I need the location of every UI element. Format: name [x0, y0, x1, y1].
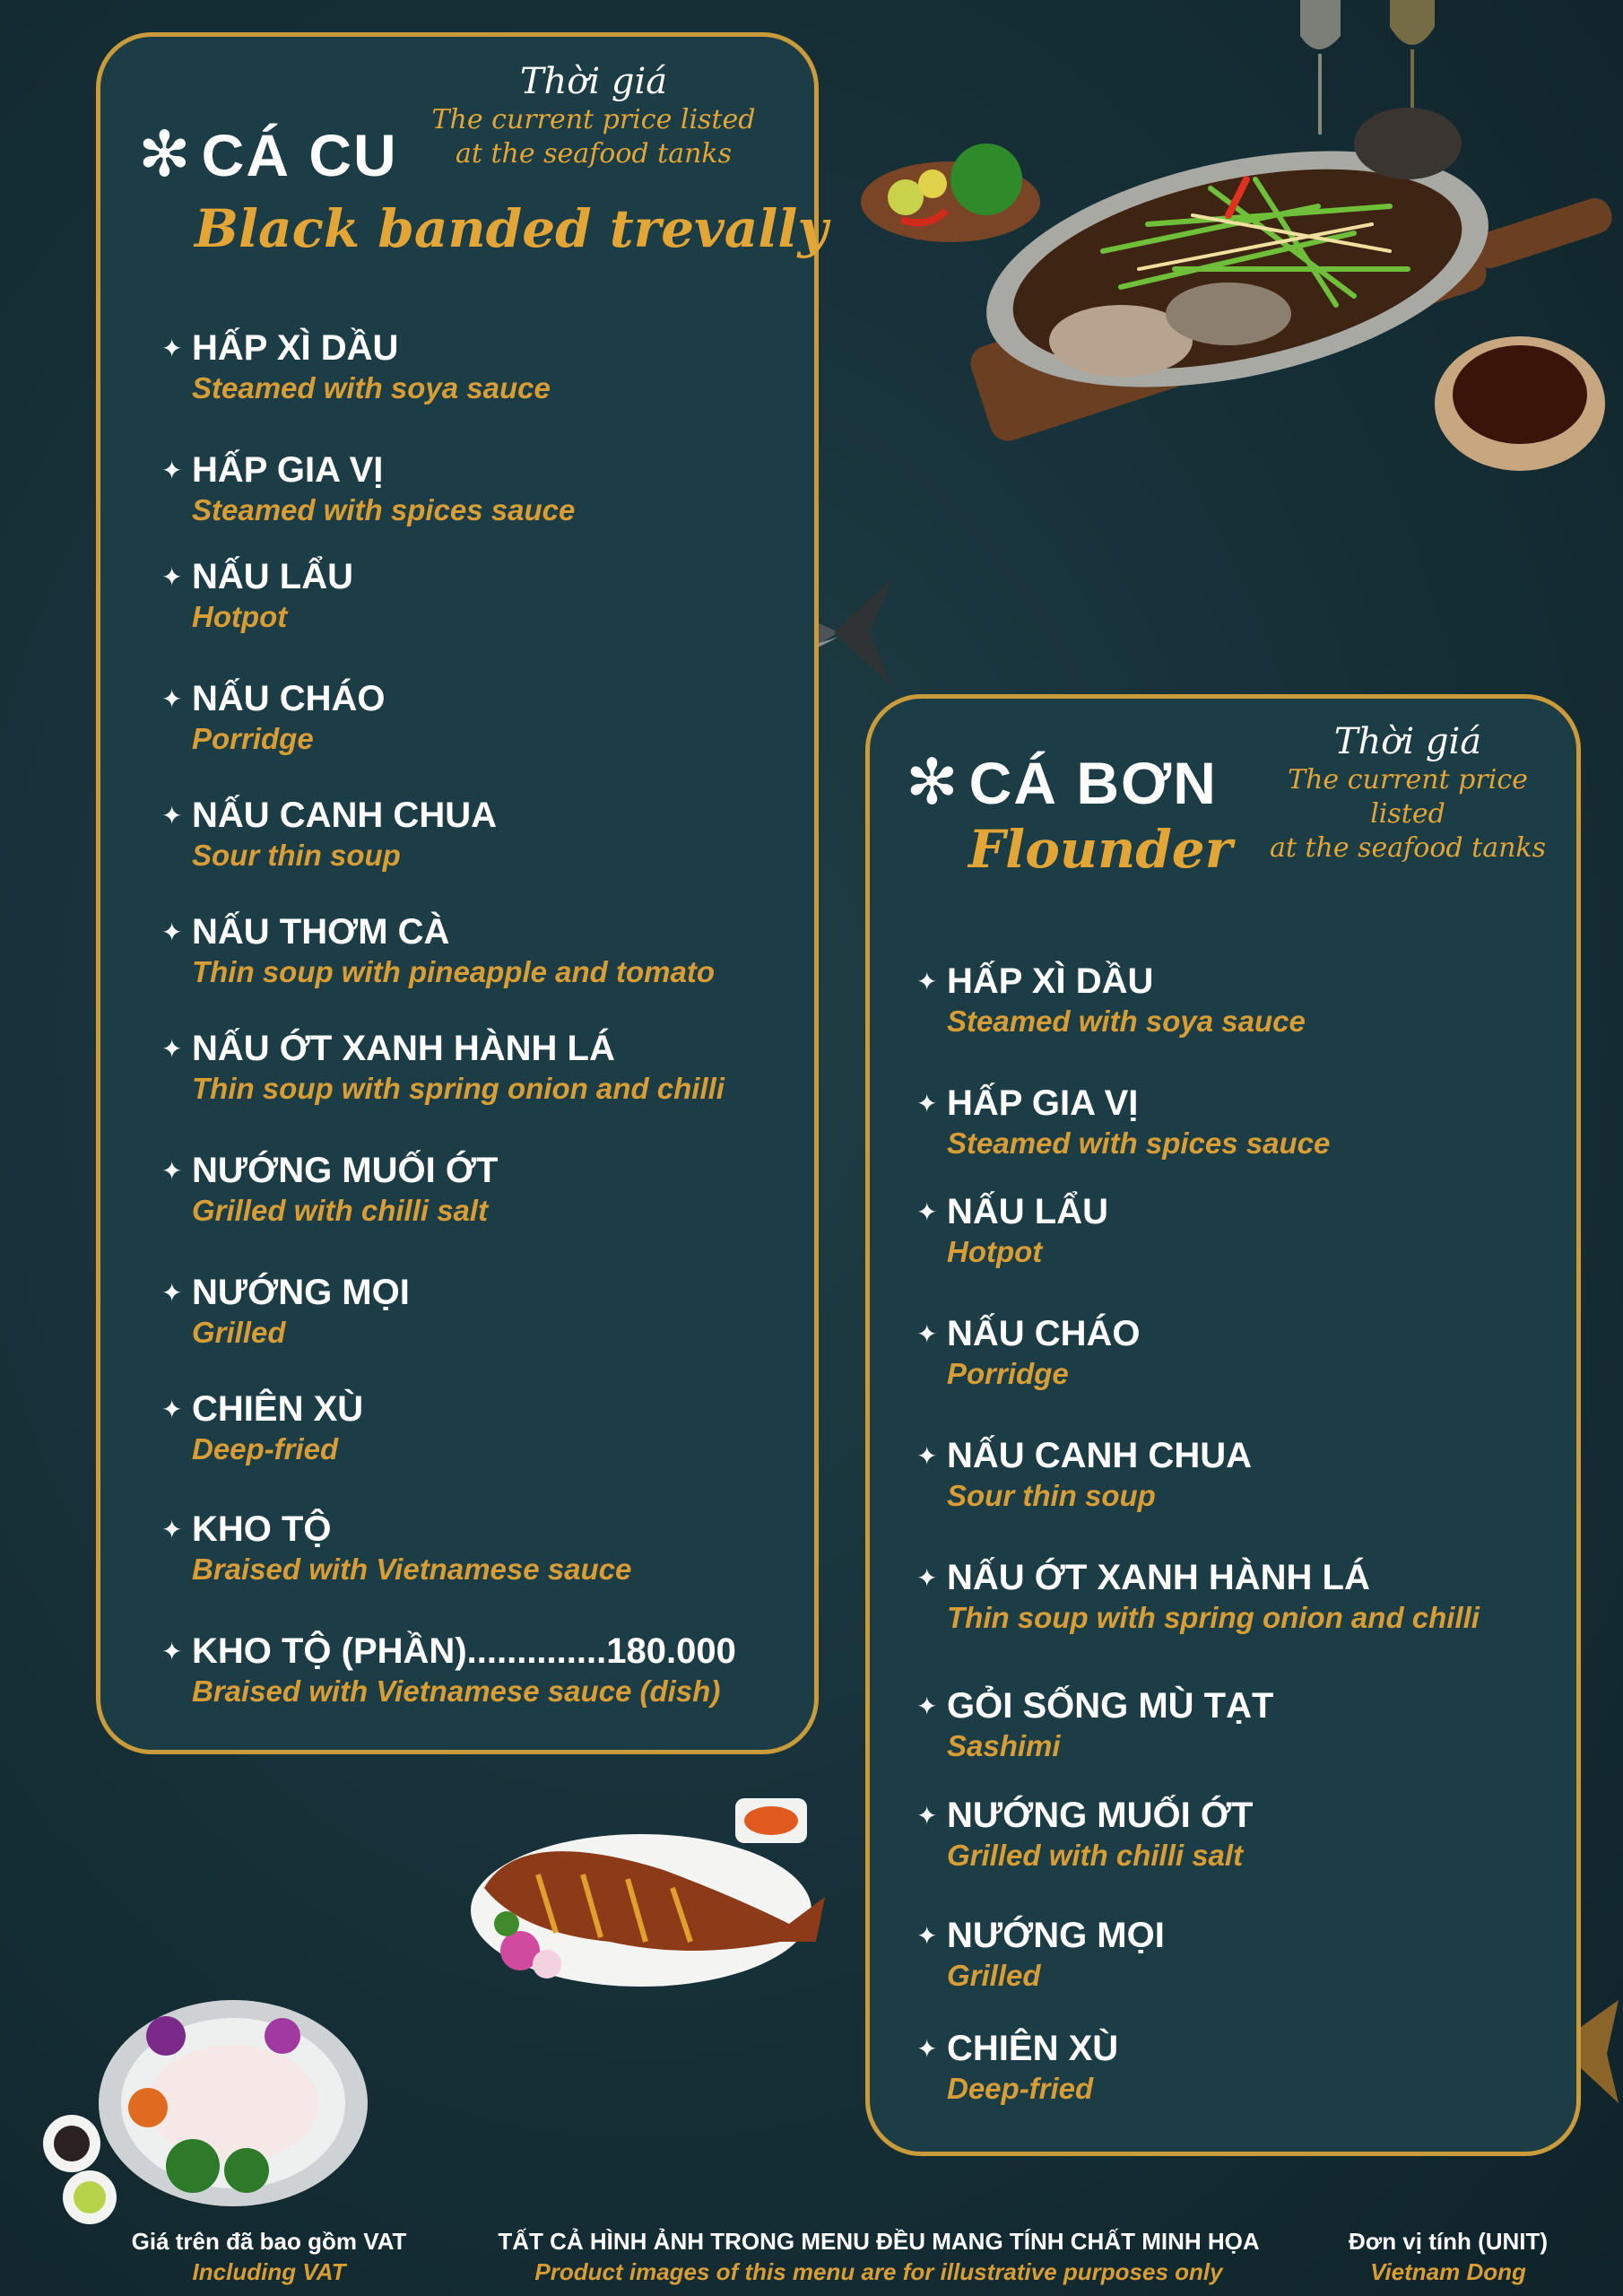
menu-item-name: NẤU CANH CHUA	[947, 1436, 1252, 1475]
menu-item-name: HẤP GIA VỊ	[192, 450, 384, 490]
footer-unit-en: Vietnam Dong	[1370, 2258, 1526, 2285]
menu-item-name: HẤP GIA VỊ	[947, 1083, 1139, 1123]
menu-item-name: NƯỚNG MỌI	[192, 1273, 410, 1312]
footer-images-en: Product images of this menu are for illustrative purposes only	[534, 2258, 1223, 2285]
sparkle-icon: ✦	[161, 335, 183, 362]
footer-vat-en: Including VAT	[192, 2258, 346, 2285]
menu-item-name: NƯỚNG MUỐI ỚT	[947, 1796, 1254, 1835]
sparkle-icon: ✦	[161, 1638, 183, 1665]
sparkle-icon: ✦	[161, 1279, 183, 1307]
sparkle-icon: ✦	[161, 1035, 183, 1063]
menu-item-name: NẤU LẨU	[192, 557, 353, 596]
price-note-title: Thời giá	[1333, 721, 1482, 762]
menu-item-description: Thin soup with spring onion and chilli	[192, 1072, 725, 1105]
right-price-note	[1251, 720, 1565, 865]
menu-item-description: Braised with Vietnamese sauce (dish)	[192, 1674, 721, 1708]
menu-item-description: Sashimi	[947, 1729, 1061, 1762]
sparkle-icon: ✦	[916, 1090, 938, 1118]
menu-item-description: Porridge	[192, 722, 314, 755]
menu-item-description: Steamed with spices sauce	[947, 1126, 1331, 1160]
sparkle-icon: ✦	[161, 685, 183, 713]
menu-item-description: Grilled	[947, 1959, 1041, 1992]
menu-item-name: HẤP XÌ DẦU	[947, 961, 1154, 1001]
sparkle-icon: ✦	[161, 918, 183, 946]
left-menu-panel	[96, 32, 829, 1754]
menu-item-description: Hotpot	[192, 600, 288, 633]
footer-vat-note	[108, 2226, 430, 2287]
menu-item-description: Grilled with chilli salt	[192, 1194, 489, 1227]
sparkle-icon: ✦	[916, 1692, 938, 1720]
left-section-title	[138, 117, 398, 191]
menu-item-description: Braised with Vietnamese sauce	[192, 1552, 632, 1586]
menu-item-name: NẤU CANH CHUA	[192, 796, 497, 835]
menu-item-name: KHO TỘ	[192, 1509, 332, 1549]
footer-images-note	[457, 2226, 1300, 2287]
menu-item-name: NẤU CHÁO	[947, 1314, 1141, 1353]
menu-item-name: NẤU ỚT XANH HÀNH LÁ	[192, 1029, 615, 1068]
menu-item-description: Porridge	[947, 1357, 1069, 1390]
menu-item-description: Deep-fried	[947, 2072, 1094, 2105]
sparkle-icon: ✦	[916, 1922, 938, 1950]
right-section-title	[906, 745, 1218, 819]
menu-item-description: Steamed with spices sauce	[192, 493, 576, 526]
menu-item-name: NẤU CHÁO	[192, 679, 386, 718]
menu-item-description: Deep-fried	[192, 1432, 339, 1465]
sashimi-plate-image	[31, 2000, 372, 2224]
menu-item-description: Thin soup with spring onion and chilli	[947, 1601, 1480, 1634]
menu-item-description: Sour thin soup	[192, 839, 401, 872]
sparkle-icon: ✦	[916, 968, 938, 996]
menu-item-description: Grilled	[192, 1316, 286, 1349]
price-note-line: The current price listed	[431, 104, 756, 135]
sparkle-icon: ✦	[916, 1802, 938, 1830]
price-note-line: The current price listed	[1288, 764, 1528, 830]
sparkle-icon: ✦	[161, 1157, 183, 1185]
asterisk-icon: ✻	[906, 747, 960, 817]
grilled-fish-plate-image	[466, 1789, 843, 2005]
price-note-line: at the seafood tanks	[456, 138, 732, 170]
menu-item-description: Steamed with soya sauce	[947, 1004, 1306, 1038]
left-section-title-text: CÁ CU	[201, 122, 398, 188]
footer-images-vn: TẤT CẢ HÌNH ẢNH TRONG MENU ĐỀU MANG TÍNH CHẤT MINH HỌA	[498, 2228, 1260, 2255]
footer-unit-note	[1318, 2226, 1578, 2287]
menu-item-name: NẤU THƠM CÀ	[192, 912, 450, 952]
menu-item-name: NƯỚNG MỌI	[947, 1916, 1165, 1955]
steamed-fish-dish-image	[852, 0, 1623, 502]
sparkle-icon: ✦	[916, 1320, 938, 1348]
sparkle-icon: ✦	[916, 2035, 938, 2063]
price-note-title: Thời giá	[519, 61, 668, 102]
price-note-line: at the seafood tanks	[1270, 832, 1546, 864]
menu-item-name: HẤP XÌ DẦU	[192, 328, 399, 368]
right-menu-panel	[865, 694, 1581, 2156]
sparkle-icon: ✦	[916, 1564, 938, 1592]
footer-vat-vn: Giá trên đã bao gồm VAT	[131, 2228, 407, 2255]
left-section-subtitle: Black banded trevally	[195, 198, 829, 259]
sparkle-icon: ✦	[161, 457, 183, 484]
sparkle-icon: ✦	[161, 802, 183, 830]
menu-item-name: NẤU ỚT XANH HÀNH LÁ	[947, 1558, 1370, 1597]
menu-item-description: Hotpot	[947, 1235, 1043, 1268]
right-section-title-text: CÁ BƠN	[968, 750, 1218, 816]
footer-unit-vn: Đơn vị tính (UNIT)	[1348, 2228, 1549, 2255]
right-section-subtitle: Flounder	[968, 819, 1233, 880]
menu-item-description: Sour thin soup	[947, 1479, 1156, 1512]
menu-item-name: GỎI SỐNG MÙ TẠT	[947, 1686, 1274, 1726]
menu-item-description: Grilled with chilli salt	[947, 1839, 1244, 1872]
sparkle-icon: ✦	[161, 563, 183, 591]
sparkle-icon: ✦	[916, 1198, 938, 1226]
menu-item-name: CHIÊN XÙ	[947, 2029, 1119, 2068]
menu-item-name: NƯỚNG MUỐI ỚT	[192, 1151, 499, 1190]
sparkle-icon: ✦	[161, 1516, 183, 1544]
menu-item-description: Thin soup with pineapple and tomato	[192, 955, 715, 988]
sparkle-icon: ✦	[161, 1396, 183, 1423]
asterisk-icon: ✻	[138, 119, 193, 189]
menu-item-name: CHIÊN XÙ	[192, 1389, 364, 1429]
menu-item-description: Steamed with soya sauce	[192, 371, 551, 404]
menu-item-name: KHO TỘ (PHẦN)..............180.000	[192, 1631, 736, 1671]
menu-item-name: NẤU LẨU	[947, 1192, 1108, 1231]
sparkle-icon: ✦	[916, 1442, 938, 1470]
left-price-note	[423, 60, 764, 171]
